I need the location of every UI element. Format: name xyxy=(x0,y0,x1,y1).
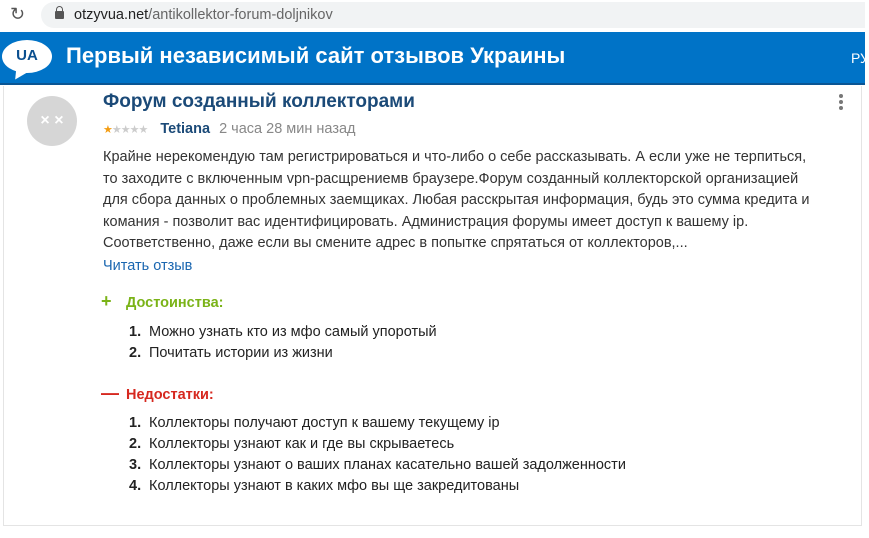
author-name[interactable]: Tetiana xyxy=(160,121,211,137)
cons-heading xyxy=(101,383,214,404)
list-item: 2. Почитать истории из жизни xyxy=(129,345,333,361)
more-options-icon[interactable] xyxy=(839,94,843,112)
review-text: Крайне нерекомендую там регистрироваться и что-либо о себе рассказывать. А если уже не терпиться, то заходите с включенным vpn-расщрениемв браузере.Форум созданный коллекторской организацией для сбора данных о проблемных заемщиках. Любая расскрытая информация, будь это сумма кредита и комания - позволит вас идентифицировать. Администрация форумы имеет доступ к вашему ip. Соответственно, даже если вы смените адрес в попытке спрятаться от коллекторов,... xyxy=(103,149,810,251)
rating-stars: ★★★★★ xyxy=(103,124,148,136)
list-item: 1. Можно узнать кто из мфо самый упоротый xyxy=(129,324,437,340)
url-path: /antikollektor-forum-doljnikov xyxy=(148,7,333,23)
review-title[interactable]: Форум созданный коллекторами xyxy=(103,91,415,112)
address-bar[interactable] xyxy=(41,2,865,28)
review-card xyxy=(3,86,862,526)
cons-list xyxy=(129,413,626,497)
browser-bar xyxy=(0,0,865,31)
site-logo[interactable]: UA xyxy=(2,40,52,73)
plus-icon: + xyxy=(101,291,112,311)
review-meta xyxy=(103,121,356,137)
pros-label: Достоинства: xyxy=(126,295,224,311)
list-item: 4. Коллекторы узнают в каких мфо вы ще закредитованы xyxy=(129,478,520,494)
cons-label: Недостатки: xyxy=(126,387,214,403)
lock-icon xyxy=(55,11,64,19)
list-item: 3. Коллекторы узнают о ваших планах касательно вашей задолженности xyxy=(129,457,626,473)
pros-heading xyxy=(101,291,223,312)
minus-icon: — xyxy=(101,383,119,403)
url-host: otzyvua.net xyxy=(74,7,149,23)
site-header xyxy=(0,32,869,85)
read-review-link[interactable]: Читать отзыв xyxy=(103,258,193,274)
reload-icon[interactable]: ↻ xyxy=(10,4,26,24)
site-title[interactable]: Первый независимый сайт отзывов Украины xyxy=(66,43,566,68)
review-time: 2 часа 28 мин назад xyxy=(219,121,356,137)
avatar: × × xyxy=(27,96,77,146)
language-switch[interactable]: РУ xyxy=(851,50,869,66)
pros-list xyxy=(129,322,437,364)
list-item: 2. Коллекторы узнают как и где вы скрываетесь xyxy=(129,436,455,452)
list-item: 1. Коллекторы получают доступ к вашему текущему ip xyxy=(129,415,500,431)
